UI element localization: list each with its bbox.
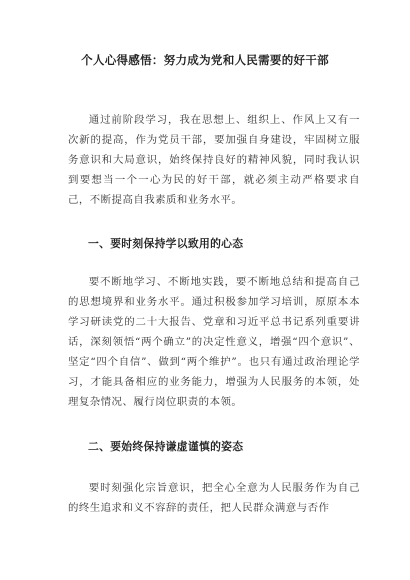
section-heading-1: 一、要时刻保持学以致用的心态 — [88, 237, 244, 250]
document-title: 个人心得感悟：努力成为党和人民需要的好干部 — [81, 53, 329, 67]
paragraph-intro: 通过前阶段学习，我在思想上、组织上、作风上又有一次新的提高，作为党员干部，要加强自身建设，牢固树立服务意识和大局意识，始终保持良好的精神风貌，同时我认识到要想当一个一心为民的好干部，就必须主动严格要求自己，不断提高自我素质和业务水平。 — [68, 114, 360, 206]
section-heading-2: 二、要始终保持谦虚谨慎的姿态 — [88, 440, 244, 453]
paragraph-section-1: 要不断地学习、不断地实践，要不断地总结和提高自己的思想境界和业务水平。通过积极参加学习培训，原原本本学习研读党的二十大报告、党章和习近平总书记系列重要讲话，深刻领悟“两个确立”的决定性意义，增强“四个意识”、坚定“四个自信”、做到“两个维护”。也只有通过政治理论学习，才能具备相应的业务能力，增强为人民服务的本领，处理复杂情况、履行岗位职责的本领。 — [68, 276, 360, 408]
paragraph-section-2: 要时刻强化宗旨意识，把全心全意为人民服务作为自己的终生追求和义不容辞的责任，把人民群众满意与否作 — [68, 482, 360, 514]
